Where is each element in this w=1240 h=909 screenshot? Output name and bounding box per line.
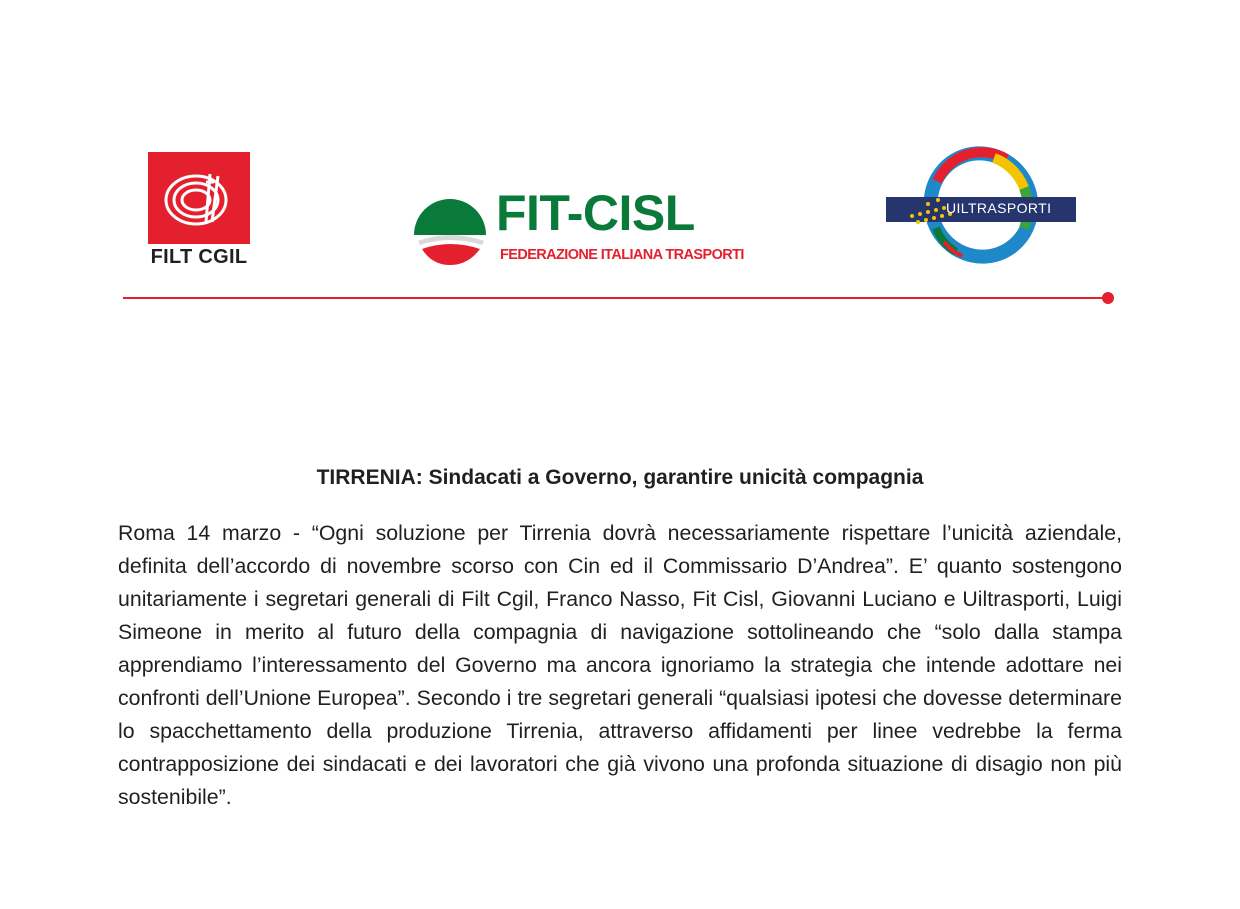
filt-cgil-label: FILT CGIL <box>150 246 248 268</box>
filt-cgil-logo <box>148 152 250 272</box>
fit-cisl-subtitle: FEDERAZIONE ITALIANA TRASPORTI <box>500 247 744 263</box>
uiltrasporti-label: UILTRASPORTI <box>946 200 1052 216</box>
fit-cisl-logo <box>410 183 744 268</box>
fit-cisl-flag-icon <box>412 185 488 265</box>
press-release-headline: TIRRENIA: Sindacati a Governo, garantire unicità compagnia <box>316 466 924 489</box>
header-divider <box>123 297 1109 299</box>
header-divider-dot <box>1102 292 1114 304</box>
fit-cisl-title: FIT-CISL <box>496 185 695 241</box>
press-release-body: Roma 14 marzo - “Ogni soluzione per Tirrenia dovrà necessariamente rispettare l’unicità aziendale, definita dell’accordo di novembre scorso con Cin ed il Commissario D’Andrea”. E’ quanto sostengono unitariamente i segretari generali di Filt Cgil, Franco Nasso, Fit Cisl, Giovanni Luciano e Uiltrasporti, Luigi Simeone in merito al futuro della compagnia di navigazione sottolineando che “solo dalla stampa apprendiamo l’interessamento del Governo ma ancora ignoriamo la strategia che intende adottare nei confronti dell’Unione Europea”. Secondo i tre segretari generali “qualsiasi ipotesi che dovesse determinare lo spacchettamento della produzione Tirrenia, attraverso affidamenti per linee vedrebbe la ferma contrapposizione dei sindacati e dei lavoratori che già vivono una profonda situazione di disagio non più sostenibile”. <box>118 521 1122 809</box>
filt-cgil-mark-icon <box>148 152 250 244</box>
uiltrasporti-logo <box>884 146 1080 266</box>
filt-cgil-emblem <box>148 152 250 244</box>
